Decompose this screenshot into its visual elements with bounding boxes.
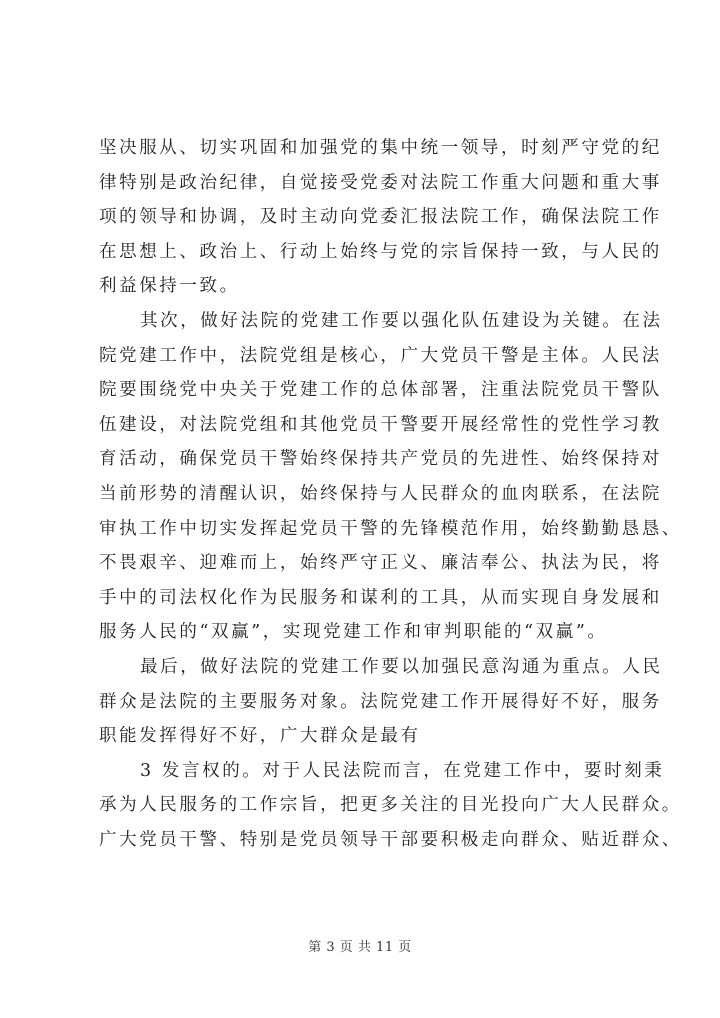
text-line: 服务人民的“双赢”，实现党建工作和审判职能的“双赢”。	[99, 622, 608, 643]
text-line: 院要围绕党中央关于党建工作的总体部署，注重法院党员干警队	[99, 380, 662, 401]
text-line: 广大党员干警、特别是党员领导干部要积极走向群众、贴近群众、	[99, 829, 682, 850]
text-line: 项的领导和协调，及时主动向党委汇报法院工作，确保法院工作	[99, 207, 662, 228]
page-number-footer: 第 3 页 共 11 页	[308, 940, 412, 955]
text-line: 院党建工作中，法院党组是核心，广大党员干警是主体。人民法	[99, 345, 662, 366]
text-line: 承为人民服务的工作宗旨，把更多关注的目光投向广大人民群众。	[99, 795, 682, 816]
text-line: 群众是法院的主要服务对象。法院党建工作开展得好不好，服务	[99, 691, 662, 712]
text-line: 审执工作中切实发挥起党员干警的先锋模范作用，始终勤勤恳恳、	[99, 518, 682, 539]
text-line: 律特别是政治纪律，自觉接受党委对法院工作重大问题和重大事	[99, 172, 662, 193]
text-line: 当前形势的清醒认识，始终保持与人民群众的血肉联系，在法院	[99, 483, 662, 504]
text-line: 育活动，确保党员干警始终保持共产党员的先进性、始终保持对	[99, 449, 662, 470]
paragraph-start-line: 其次，做好法院的党建工作要以强化队伍建设为关键。在法	[140, 310, 663, 331]
paragraph-start-line: 3 发言权的。对于人民法院而言，在党建工作中，要时刻秉	[140, 760, 665, 781]
text-line: 职能发挥得好不好，广大群众是最有	[99, 726, 421, 747]
text-line: 伍建设，对法院党组和其他党员干警要开展经常性的党性学习教	[99, 414, 662, 435]
text-line: 在思想上、政治上、行动上始终与党的宗旨保持一致，与人民的	[99, 241, 662, 262]
body-text	[99, 131, 682, 857]
text-line: 利益保持一致。	[99, 276, 240, 297]
text-line: 不畏艰辛、迎难而上，始终严守正义、廉洁奉公、执法为民，将	[99, 553, 662, 574]
text-line: 坚决服从、切实巩固和加强党的集中统一领导，时刻严守党的纪	[99, 138, 662, 158]
paragraph-start-line: 最后，做好法院的党建工作要以加强民意沟通为重点。人民	[140, 656, 663, 677]
text-line: 手中的司法权化作为民服务和谋利的工具，从而实现自身发展和	[99, 587, 662, 608]
